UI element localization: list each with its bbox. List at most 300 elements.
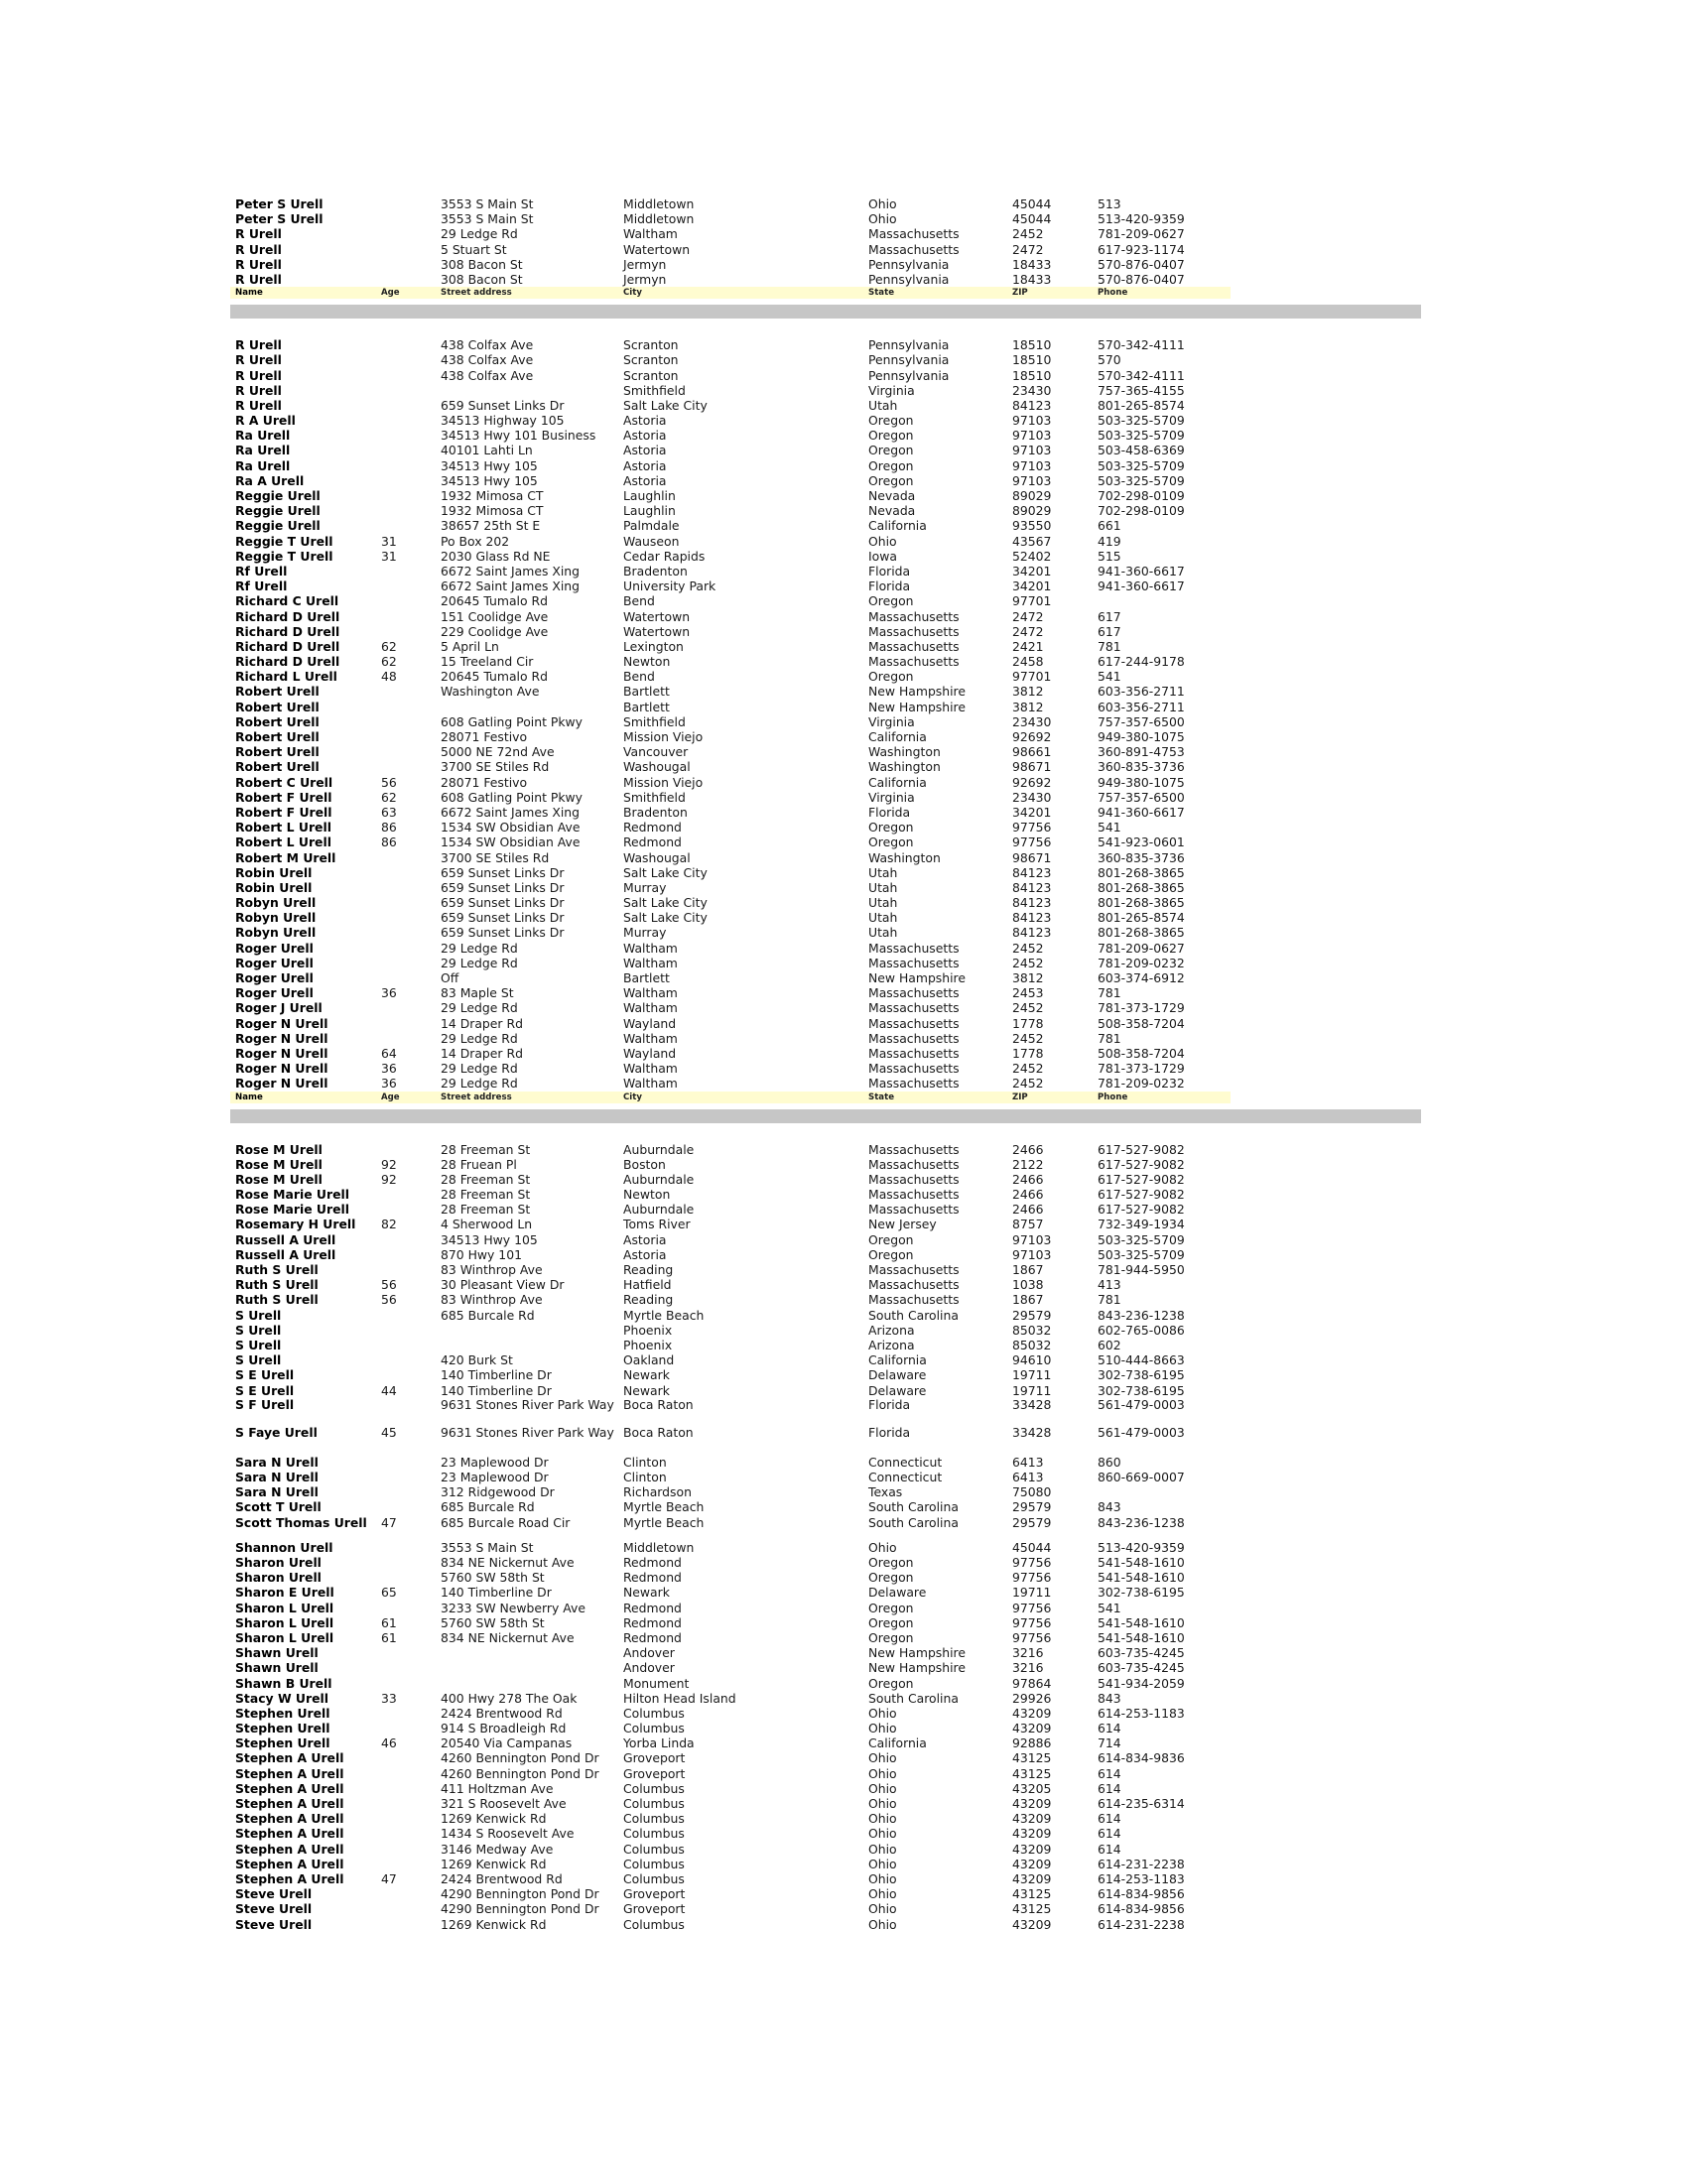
city-cell: Newton	[623, 1187, 671, 1203]
state-cell: Utah	[868, 895, 898, 911]
name-cell: S Faye Urell	[235, 1425, 318, 1441]
zip-cell: 8757	[1012, 1217, 1044, 1232]
table-row	[230, 1917, 1421, 1932]
phone-cell: 781	[1098, 1030, 1121, 1046]
city-cell: Newark	[623, 1382, 670, 1398]
table-row	[230, 654, 1421, 669]
name-cell: Rf Urell	[235, 563, 288, 578]
state-cell: Massachusetts	[868, 1187, 960, 1203]
state-cell: Massachusetts	[868, 1000, 960, 1016]
name-cell: Ra Urell	[235, 457, 291, 473]
street-cell: 83 Winthrop Ave	[441, 1292, 543, 1308]
city-cell: Redmond	[623, 1555, 682, 1570]
name-cell: Robert Urell	[235, 729, 320, 744]
state-cell: Massachusetts	[868, 608, 960, 624]
street-cell: 4290 Bennington Pond Dr	[441, 1901, 599, 1917]
state-cell: Massachusetts	[868, 638, 960, 654]
phone-cell: 781-209-0232	[1098, 1076, 1185, 1092]
state-cell: Pennsylvania	[868, 256, 950, 272]
city-cell: Columbus	[623, 1721, 685, 1736]
table-row	[230, 518, 1421, 533]
age-cell: 31	[381, 533, 397, 549]
state-cell: Oregon	[868, 1555, 914, 1570]
name-cell: Robin Urell	[235, 879, 313, 895]
name-cell: R Urell	[235, 256, 282, 272]
phone-cell: 781-944-5950	[1098, 1262, 1185, 1277]
city-cell: Newark	[623, 1585, 670, 1601]
state-cell: Ohio	[868, 1750, 897, 1766]
name-cell: Russell A Urell	[235, 1231, 336, 1247]
name-cell: Stephen Urell	[235, 1735, 330, 1751]
phone-cell: 781	[1098, 1292, 1121, 1308]
phone-cell: 614	[1098, 1841, 1121, 1857]
name-cell: Robyn Urell	[235, 925, 317, 941]
table-row	[230, 1585, 1421, 1600]
phone-cell: 503-458-6369	[1098, 443, 1185, 458]
zip-cell: 97103	[1012, 472, 1052, 488]
table-row	[230, 1262, 1421, 1277]
zip-header: ZIP	[1012, 1092, 1028, 1102]
street-cell: 40101 Lahti Ln	[441, 443, 533, 458]
zip-cell: 89029	[1012, 488, 1052, 503]
zip-cell: 2122	[1012, 1156, 1044, 1172]
phone-cell: 603-735-4245	[1098, 1645, 1185, 1661]
table-row	[230, 1721, 1421, 1735]
zip-cell: 93550	[1012, 518, 1052, 534]
city-cell: Salt Lake City	[623, 864, 708, 880]
zip-cell: 34201	[1012, 563, 1052, 578]
city-cell: Richardson	[623, 1484, 692, 1500]
phone-cell: 614-834-9836	[1098, 1750, 1185, 1766]
phone-cell: 702-298-0109	[1098, 503, 1185, 519]
table-row	[230, 624, 1421, 639]
phone-cell: 614-834-9856	[1098, 1886, 1185, 1902]
street-cell: 3553 S Main St	[441, 211, 534, 227]
name-cell: Roger N Urell	[235, 1076, 328, 1092]
street-cell: Off	[441, 970, 459, 985]
state-cell: Ohio	[868, 211, 897, 227]
zip-cell: 45044	[1012, 211, 1052, 227]
city-header: City	[623, 1092, 642, 1102]
street-cell: 34513 Hwy 105	[441, 457, 538, 473]
street-cell: 1932 Mimosa CT	[441, 488, 544, 503]
city-cell: Astoria	[623, 457, 667, 473]
age-cell: 36	[381, 1076, 397, 1092]
zip-cell: 89029	[1012, 503, 1052, 519]
phone-cell: 757-357-6500	[1098, 713, 1185, 729]
state-cell: New Hampshire	[868, 970, 967, 985]
zip-cell: 2466	[1012, 1141, 1044, 1157]
phone-cell: 617-527-9082	[1098, 1156, 1185, 1172]
city-cell: Groveport	[623, 1901, 686, 1917]
state-cell: Virginia	[868, 713, 915, 729]
street-cell: 5760 SW 58th St	[441, 1570, 545, 1586]
zip-cell: 92886	[1012, 1735, 1052, 1751]
age-cell: 82	[381, 1217, 397, 1232]
state-cell: Oregon	[868, 472, 914, 488]
table-row	[230, 272, 1421, 287]
name-cell: Richard D Urell	[235, 623, 340, 639]
phone-cell: 603-356-2711	[1098, 699, 1185, 714]
state-cell: Oregon	[868, 1614, 914, 1630]
street-cell: 30 Pleasant View Dr	[441, 1277, 565, 1293]
state-cell: California	[868, 1735, 927, 1751]
table-row	[230, 458, 1421, 473]
phone-cell: 561-479-0003	[1098, 1396, 1185, 1412]
street-header: Street address	[441, 1092, 512, 1102]
table-row	[230, 1308, 1421, 1323]
age-cell: 64	[381, 1045, 397, 1061]
zip-cell: 23430	[1012, 713, 1052, 729]
street-cell: 321 S Roosevelt Ave	[441, 1796, 567, 1811]
phone-cell: 617	[1098, 608, 1121, 624]
state-cell: Arizona	[868, 1337, 915, 1352]
phone-cell: 503-325-5709	[1098, 428, 1185, 444]
table-row	[230, 729, 1421, 744]
table-row	[230, 1871, 1421, 1886]
phone-cell: 714	[1098, 1735, 1121, 1751]
city-cell: Columbus	[623, 1841, 685, 1857]
street-cell: 3553 S Main St	[441, 196, 534, 211]
table-row	[230, 700, 1421, 714]
zip-cell: 43205	[1012, 1780, 1052, 1796]
age-cell: 33	[381, 1690, 397, 1706]
phone-cell: 801-268-3865	[1098, 925, 1185, 941]
name-cell: Robert Urell	[235, 699, 320, 714]
zip-cell: 97756	[1012, 1600, 1052, 1615]
table-row	[230, 1842, 1421, 1857]
zip-cell: 97103	[1012, 1231, 1052, 1247]
city-cell: Bartlett	[623, 684, 670, 700]
city-cell: Toms River	[623, 1217, 691, 1232]
street-cell: Washington Ave	[441, 684, 540, 700]
table-row	[230, 1615, 1421, 1630]
phone-cell: 614-231-2238	[1098, 1856, 1185, 1871]
age-cell: 86	[381, 820, 397, 835]
name-cell: Roger N Urell	[235, 1015, 328, 1031]
name-cell: Steve Urell	[235, 1901, 313, 1917]
table-row	[230, 1766, 1421, 1781]
state-cell: Florida	[868, 563, 911, 578]
age-cell: 92	[381, 1156, 397, 1172]
state-cell: Ohio	[868, 1826, 897, 1842]
phone-cell: 781-209-0232	[1098, 955, 1185, 970]
state-cell: Utah	[868, 910, 898, 926]
city-cell: Waltham	[623, 985, 678, 1001]
name-cell: Robert F Urell	[235, 789, 332, 805]
name-cell: Robert C Urell	[235, 774, 333, 790]
street-cell: 140 Timberline Dr	[441, 1585, 552, 1601]
city-cell: Bend	[623, 669, 655, 685]
street-cell: 5760 SW 58th St	[441, 1614, 545, 1630]
table-row	[230, 1426, 1421, 1455]
state-cell: Texas	[868, 1484, 903, 1500]
name-cell: Richard D Urell	[235, 654, 340, 670]
name-cell: Roger J Urell	[235, 1000, 323, 1016]
name-cell: R Urell	[235, 337, 282, 353]
name-cell: Stephen Urell	[235, 1705, 330, 1721]
name-cell: Robert Urell	[235, 713, 320, 729]
state-cell: Massachusetts	[868, 1061, 960, 1077]
name-cell: Peter S Urell	[235, 211, 324, 227]
phone-cell: 541-548-1610	[1098, 1614, 1185, 1630]
zip-cell: 34201	[1012, 578, 1052, 594]
state-header: State	[868, 288, 895, 299]
street-cell: 3700 SE Stiles Rd	[441, 849, 550, 865]
phone-cell: 302-738-6195	[1098, 1382, 1185, 1398]
table-row	[230, 1706, 1421, 1721]
name-cell: Richard C Urell	[235, 593, 339, 609]
name-cell: Stephen A Urell	[235, 1870, 344, 1886]
street-cell: 834 NE Nickernut Ave	[441, 1629, 575, 1645]
name-cell: Stacy W Urell	[235, 1690, 328, 1706]
table-row	[230, 1232, 1421, 1247]
street-cell: 1434 S Roosevelt Ave	[441, 1826, 575, 1842]
city-cell: Reading	[623, 1292, 674, 1308]
age-cell: 65	[381, 1585, 397, 1601]
city-cell: Columbus	[623, 1870, 685, 1886]
age-cell: 92	[381, 1171, 397, 1187]
street-cell: 28071 Festivo	[441, 729, 528, 744]
zip-cell: 84123	[1012, 910, 1052, 926]
phone-cell: 561-479-0003	[1098, 1425, 1185, 1441]
street-cell: 659 Sunset Links Dr	[441, 895, 565, 911]
name-cell: Stephen Urell	[235, 1721, 330, 1736]
state-cell: Utah	[868, 925, 898, 941]
state-cell: Oregon	[868, 457, 914, 473]
table-row	[230, 428, 1421, 443]
phone-cell: 617-923-1174	[1098, 241, 1185, 257]
zip-cell: 18433	[1012, 256, 1052, 272]
name-cell: Stephen A Urell	[235, 1811, 344, 1827]
table-row	[230, 1515, 1421, 1530]
name-cell: Ra A Urell	[235, 472, 305, 488]
city-cell: Astoria	[623, 428, 667, 444]
table-row	[230, 196, 1421, 211]
zip-cell: 94610	[1012, 1352, 1052, 1368]
street-cell: 420 Burk St	[441, 1352, 513, 1368]
state-cell: Oregon	[868, 1246, 914, 1262]
state-cell: Florida	[868, 1396, 911, 1412]
city-cell: Salt Lake City	[623, 910, 708, 926]
name-cell: Rf Urell	[235, 578, 288, 594]
zip-cell: 43567	[1012, 533, 1052, 549]
city-cell: Waltham	[623, 1076, 678, 1092]
zip-cell: 97103	[1012, 1246, 1052, 1262]
phone-cell: 843	[1098, 1690, 1121, 1706]
name-cell: Roger Urell	[235, 955, 314, 970]
zip-cell: 97756	[1012, 820, 1052, 835]
state-cell: South Carolina	[868, 1307, 959, 1323]
zip-cell: 97756	[1012, 1614, 1052, 1630]
zip-cell: 84123	[1012, 925, 1052, 941]
city-cell: Redmond	[623, 820, 682, 835]
zip-cell: 43209	[1012, 1796, 1052, 1811]
city-cell: Waltham	[623, 940, 678, 956]
zip-cell: 92692	[1012, 774, 1052, 790]
city-cell: Clinton	[623, 1454, 667, 1470]
table-row	[230, 759, 1421, 774]
table-row	[230, 1645, 1421, 1660]
zip-cell: 6413	[1012, 1454, 1044, 1470]
zip-cell: 75080	[1012, 1484, 1052, 1500]
phone-cell: 617-527-9082	[1098, 1187, 1185, 1203]
street-cell: 229 Coolidge Ave	[441, 623, 549, 639]
city-cell: Columbus	[623, 1856, 685, 1871]
table-row	[230, 1338, 1421, 1352]
city-cell: Astoria	[623, 443, 667, 458]
phone-cell: 781-209-0627	[1098, 940, 1185, 956]
street-cell: 3146 Medway Ave	[441, 1841, 554, 1857]
zip-cell: 97701	[1012, 593, 1052, 609]
street-cell: 28 Fruean Pl	[441, 1156, 517, 1172]
section-divider	[230, 1109, 1421, 1123]
phone-cell: 781-373-1729	[1098, 1000, 1185, 1016]
zip-cell: 2452	[1012, 1061, 1044, 1077]
name-cell: Stephen A Urell	[235, 1796, 344, 1811]
city-cell: Oakland	[623, 1352, 675, 1368]
street-cell: 685 Burcale Road Cir	[441, 1514, 571, 1530]
phone-cell: 570	[1098, 352, 1121, 368]
city-cell: Groveport	[623, 1765, 686, 1781]
age-cell: 47	[381, 1870, 397, 1886]
state-cell: Oregon	[868, 1629, 914, 1645]
city-cell: Watertown	[623, 241, 691, 257]
city-cell: Redmond	[623, 1570, 682, 1586]
table-row	[230, 398, 1421, 413]
state-cell: Florida	[868, 804, 911, 820]
zip-cell: 43209	[1012, 1841, 1052, 1857]
name-cell: Ruth S Urell	[235, 1292, 319, 1308]
city-cell: Salt Lake City	[623, 895, 708, 911]
street-cell: Po Box 202	[441, 533, 510, 549]
city-cell: Waltham	[623, 1030, 678, 1046]
phone-cell: 513-420-9359	[1098, 1539, 1185, 1555]
state-cell: Connecticut	[868, 1470, 943, 1485]
phone-header: Phone	[1098, 288, 1128, 299]
phone-cell: 419	[1098, 533, 1121, 549]
street-cell: 4290 Bennington Pond Dr	[441, 1886, 599, 1902]
table-row	[230, 1811, 1421, 1826]
age-cell: 31	[381, 548, 397, 564]
state-cell: Massachusetts	[868, 1141, 960, 1157]
table-row	[230, 669, 1421, 684]
name-cell: Stephen A Urell	[235, 1856, 344, 1871]
name-cell: R Urell	[235, 271, 282, 287]
zip-cell: 97756	[1012, 1555, 1052, 1570]
street-cell: 411 Holtzman Ave	[441, 1780, 554, 1796]
city-cell: Auburndale	[623, 1202, 695, 1218]
street-cell: 685 Burcale Rd	[441, 1499, 535, 1515]
name-cell: R Urell	[235, 397, 282, 413]
table-row	[230, 1455, 1421, 1470]
name-cell: Ruth S Urell	[235, 1262, 319, 1277]
age-cell: 63	[381, 804, 397, 820]
city-cell: Washougal	[623, 759, 691, 775]
table-row	[230, 880, 1421, 895]
zip-cell: 43125	[1012, 1750, 1052, 1766]
zip-cell: 29579	[1012, 1499, 1052, 1515]
city-cell: Reading	[623, 1262, 674, 1277]
state-cell: Virginia	[868, 382, 915, 398]
city-cell: Salt Lake City	[623, 397, 708, 413]
name-cell: Rose M Urell	[235, 1171, 323, 1187]
street-cell: 151 Coolidge Ave	[441, 608, 549, 624]
table-row	[230, 1676, 1421, 1691]
name-cell: S Urell	[235, 1322, 282, 1338]
city-cell: Vancouver	[623, 744, 689, 760]
street-cell: 1269 Kenwick Rd	[441, 1811, 547, 1827]
zip-cell: 97103	[1012, 428, 1052, 444]
name-cell: Sharon Urell	[235, 1570, 322, 1586]
phone-cell: 617-527-9082	[1098, 1141, 1185, 1157]
city-cell: Mission Viejo	[623, 729, 704, 744]
state-cell: Massachusetts	[868, 955, 960, 970]
age-cell: 62	[381, 789, 397, 805]
street-cell: 34513 Hwy 105	[441, 472, 538, 488]
table-row	[230, 368, 1421, 383]
phone-cell: 541-548-1610	[1098, 1629, 1185, 1645]
name-cell: Shawn Urell	[235, 1660, 319, 1676]
name-cell: Stephen A Urell	[235, 1750, 344, 1766]
table-row	[230, 895, 1421, 910]
street-cell: 834 NE Nickernut Ave	[441, 1555, 575, 1570]
zip-cell: 2452	[1012, 226, 1044, 242]
phone-cell: 781	[1098, 638, 1121, 654]
zip-cell: 1867	[1012, 1292, 1044, 1308]
state-cell: Ohio	[868, 1780, 897, 1796]
zip-cell: 43209	[1012, 1705, 1052, 1721]
zip-cell: 2452	[1012, 955, 1044, 970]
phone-cell: 781	[1098, 985, 1121, 1001]
zip-cell: 98671	[1012, 759, 1052, 775]
phone-cell: 614	[1098, 1826, 1121, 1842]
city-cell: Lexington	[623, 638, 684, 654]
phone-cell: 541-548-1610	[1098, 1555, 1185, 1570]
zip-cell: 2452	[1012, 1076, 1044, 1092]
state-cell: Massachusetts	[868, 940, 960, 956]
city-cell: Bradenton	[623, 563, 688, 578]
state-cell: South Carolina	[868, 1514, 959, 1530]
state-cell: Utah	[868, 397, 898, 413]
city-cell: Watertown	[623, 608, 691, 624]
name-cell: Steve Urell	[235, 1916, 313, 1932]
table-row	[230, 1383, 1421, 1398]
name-cell: Robert M Urell	[235, 849, 336, 865]
phone-cell: 360-891-4753	[1098, 744, 1185, 760]
phone-cell: 757-357-6500	[1098, 789, 1185, 805]
phone-cell: 781-209-0627	[1098, 226, 1185, 242]
zip-cell: 2466	[1012, 1187, 1044, 1203]
table-row	[230, 1352, 1421, 1367]
phone-cell: 603-356-2711	[1098, 684, 1185, 700]
phone-cell: 570-342-4111	[1098, 367, 1185, 383]
table-row	[230, 820, 1421, 835]
street-cell: 3700 SE Stiles Rd	[441, 759, 550, 775]
city-cell: Andover	[623, 1645, 675, 1661]
name-cell: Roger Urell	[235, 970, 314, 985]
table-row	[230, 1016, 1421, 1031]
phone-cell: 860	[1098, 1454, 1121, 1470]
table-row	[230, 549, 1421, 564]
age-cell: 56	[381, 1292, 397, 1308]
phone-cell: 541	[1098, 820, 1121, 835]
table-row	[230, 1484, 1421, 1499]
phone-cell: 781-373-1729	[1098, 1061, 1185, 1077]
phone-cell: 614-231-2238	[1098, 1916, 1185, 1932]
table-row	[230, 578, 1421, 593]
phone-header: Phone	[1098, 1092, 1128, 1102]
